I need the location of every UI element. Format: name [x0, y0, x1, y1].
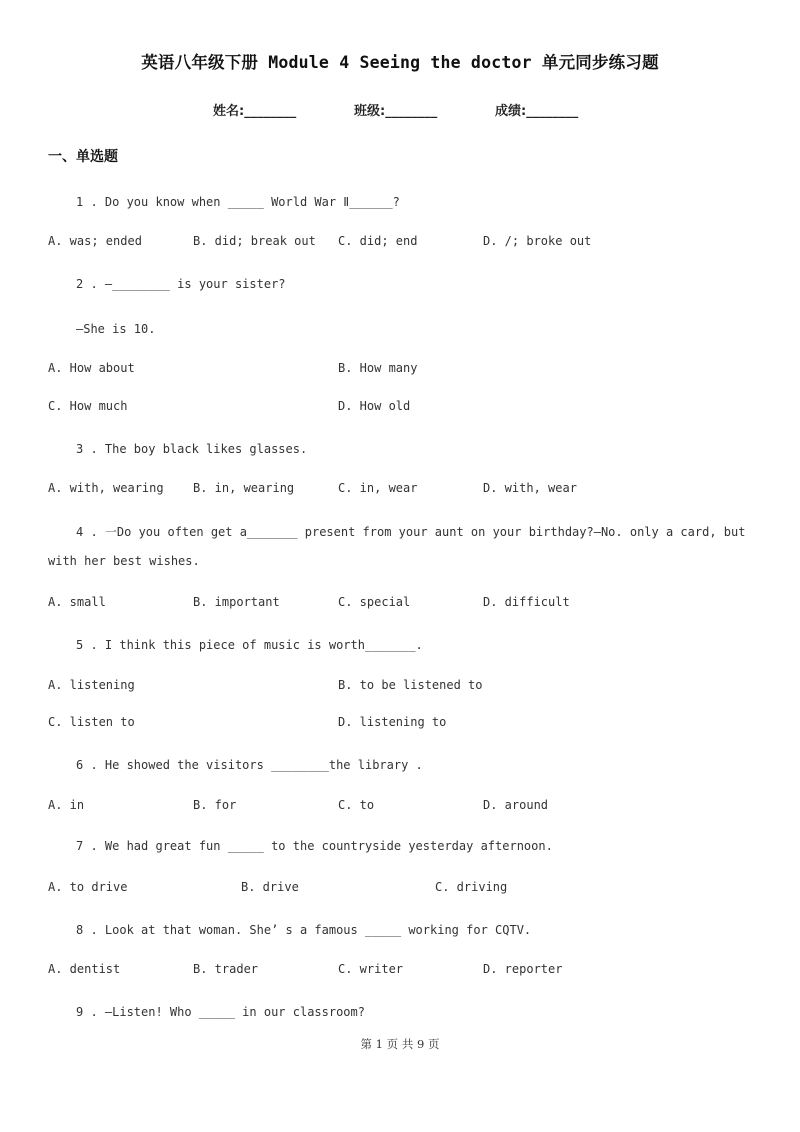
q3-option-b: B. in, wearing: [193, 481, 295, 495]
q3-option-c: C. in, wear: [338, 481, 418, 495]
question-2: 2 . —________ is your sister?: [76, 277, 286, 291]
name-field: 姓名:________: [213, 104, 297, 119]
q1-option-d: D. /; broke out: [483, 234, 592, 248]
score-field: 成绩:________: [495, 104, 579, 119]
question-6: 6 . He showed the visitors ________the library .: [76, 758, 423, 772]
question-3: 3 . The boy black likes glasses.: [76, 442, 308, 456]
q3-option-d: D. with, wear: [483, 481, 577, 495]
q8-option-c: C. writer: [338, 962, 404, 976]
q4-option-d: D. difficult: [483, 595, 570, 609]
q6-option-b: B. for: [193, 798, 237, 812]
q8-option-d: D. reporter: [483, 962, 563, 976]
question-4: 4 . 一Do you often get a_______ present from your aunt on your birthday?—No. only a card, but: [76, 525, 746, 539]
q2-option-d: D. How old: [338, 399, 411, 413]
q5-option-c: C. listen to: [48, 715, 135, 729]
q5-option-a: A. listening: [48, 678, 135, 692]
q4-option-b: B. important: [193, 595, 280, 609]
q5-option-b: B. to be listened to: [338, 678, 483, 692]
class-field: 班级:________: [354, 104, 438, 119]
q7-option-b: B. drive: [241, 880, 299, 894]
q8-option-b: B. trader: [193, 962, 259, 976]
page-title: 英语八年级下册 Module 4 Seeing the doctor 单元同步练习题: [141, 53, 659, 72]
q2-option-c: C. How much: [48, 399, 128, 413]
q6-option-a: A. in: [48, 798, 85, 812]
q7-option-a: A. to drive: [48, 880, 128, 894]
question-2-line-2: —She is 10.: [76, 322, 156, 336]
q3-option-a: A. with, wearing: [48, 481, 164, 495]
question-5: 5 . I think this piece of music is worth_______.: [76, 638, 423, 652]
section-heading: 一、单选题: [48, 149, 118, 165]
q8-option-a: A. dentist: [48, 962, 121, 976]
question-4-line-2: with her best wishes.: [48, 554, 200, 568]
q2-option-a: A. How about: [48, 361, 135, 375]
q5-option-d: D. listening to: [338, 715, 447, 729]
q7-option-c: C. driving: [435, 880, 508, 894]
question-7: 7 . We had great fun _____ to the countryside yesterday afternoon.: [76, 839, 553, 853]
question-1: 1 . Do you know when _____ World War Ⅱ______?: [76, 195, 400, 209]
q6-option-c: C. to: [338, 798, 375, 812]
q1-option-b: B. did; break out: [193, 234, 316, 248]
q4-option-a: A. small: [48, 595, 106, 609]
q4-option-c: C. special: [338, 595, 411, 609]
q2-option-b: B. How many: [338, 361, 418, 375]
q6-option-d: D. around: [483, 798, 549, 812]
q1-option-a: A. was; ended: [48, 234, 142, 248]
question-9: 9 . —Listen! Who _____ in our classroom?: [76, 1005, 365, 1019]
q1-option-c: C. did; end: [338, 234, 418, 248]
question-8: 8 . Look at that woman. She’ s a famous _____ working for CQTV.: [76, 923, 532, 937]
page-footer: 第 1 页 共 9 页: [360, 1037, 440, 1051]
